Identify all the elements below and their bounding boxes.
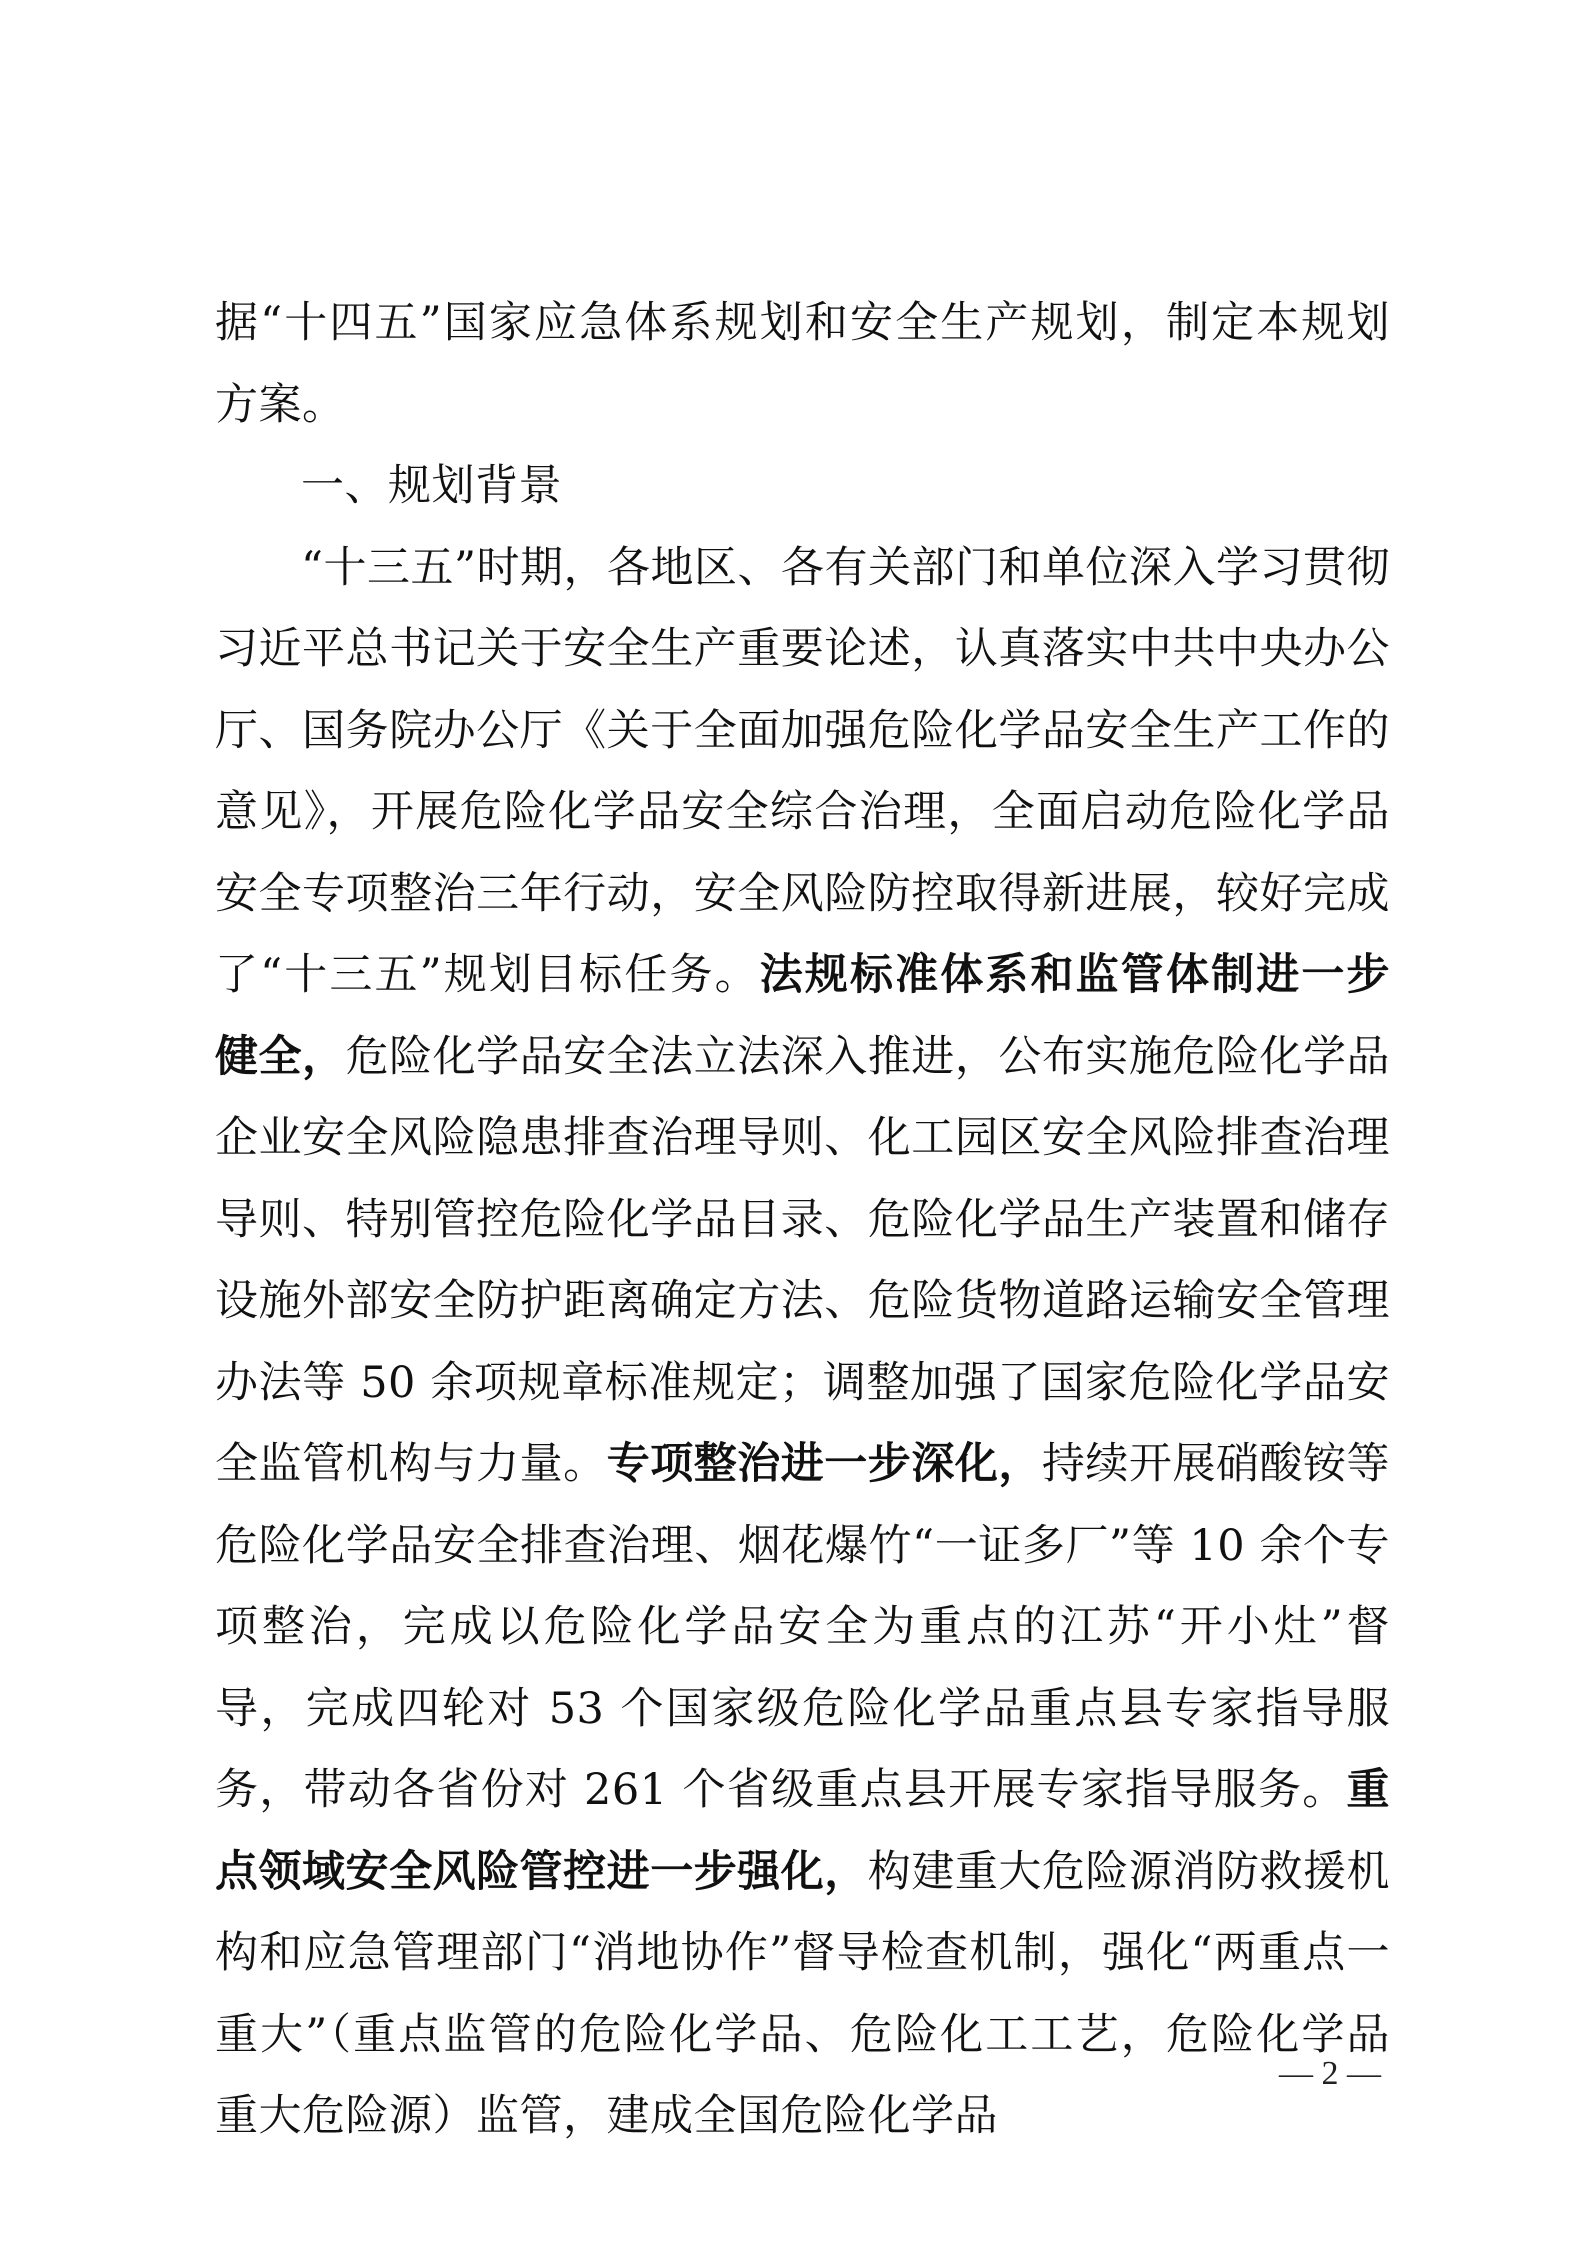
section-heading: 一、规划背景 <box>301 461 562 511</box>
intro-continuation-paragraph: 据“十四五”国家应急体系规划和安全生产规划，制定本规划方案。 <box>215 298 1390 430</box>
paragraph-text-part2: 危险化学品安全法立法深入推进，公布实施危险化学品企业安全风险隐患排查治理导则、化工园区安全风险排查治理导则、特别管控危险化学品目录、危险化学品生产装置和储存设施外部安全防护距离确定方法、危险货物道路运输安全管理办法等 50 余项规章标准规定；调整加强了国家危险化学品安全监管机构与力量。 <box>215 1031 1391 1489</box>
page-number: — 2 — <box>1279 2055 1381 2092</box>
paragraph-text-part4: 构建重大危险源消防救援机构和应急管理部门“消地协作”督导检查机制，强化“两重点一重大”（重点监管的危险化学品、危险化工工艺，危险化学品重大危险源）监管，建成全国危险化学品 <box>215 1846 1391 2141</box>
paragraph-text-part3: 持续开展硝酸铵等危险化学品安全排查治理、烟花爆竹“一证多厂”等 10 余个专项整治，完成以危险化学品安全为重点的江苏“开小灶”督导，完成四轮对 53 个国家级危险化学品重点县专家指导服务，带动各省份对 261 个省级重点县开展专家指导服务。 <box>215 1439 1391 1815</box>
bold-highlight-risk-control: 重点领域安全风险管控进一步强化， <box>215 1765 1390 1897</box>
background-paragraph <box>215 528 1390 2158</box>
document-body <box>215 283 1390 2158</box>
bold-highlight-special-rectification: 专项整治进一步深化， <box>606 1439 1042 1489</box>
bold-highlight-regulations: 法规标准体系和监管体制进一步健全， <box>215 950 1390 1082</box>
paragraph-text-part1: “十三五”时期，各地区、各有关部门和单位深入学习贯彻习近平总书记关于安全生产重要论述，认真落实中共中央办公厅、国务院办公厅《关于全面加强危险化学品安全生产工作的意见》，开展危险化学品安全综合治理，全面启动危险化学品安全专项整治三年行动，安全风险防控取得新进展，较好完成了“十三五”规划目标任务。 <box>215 542 1390 1000</box>
